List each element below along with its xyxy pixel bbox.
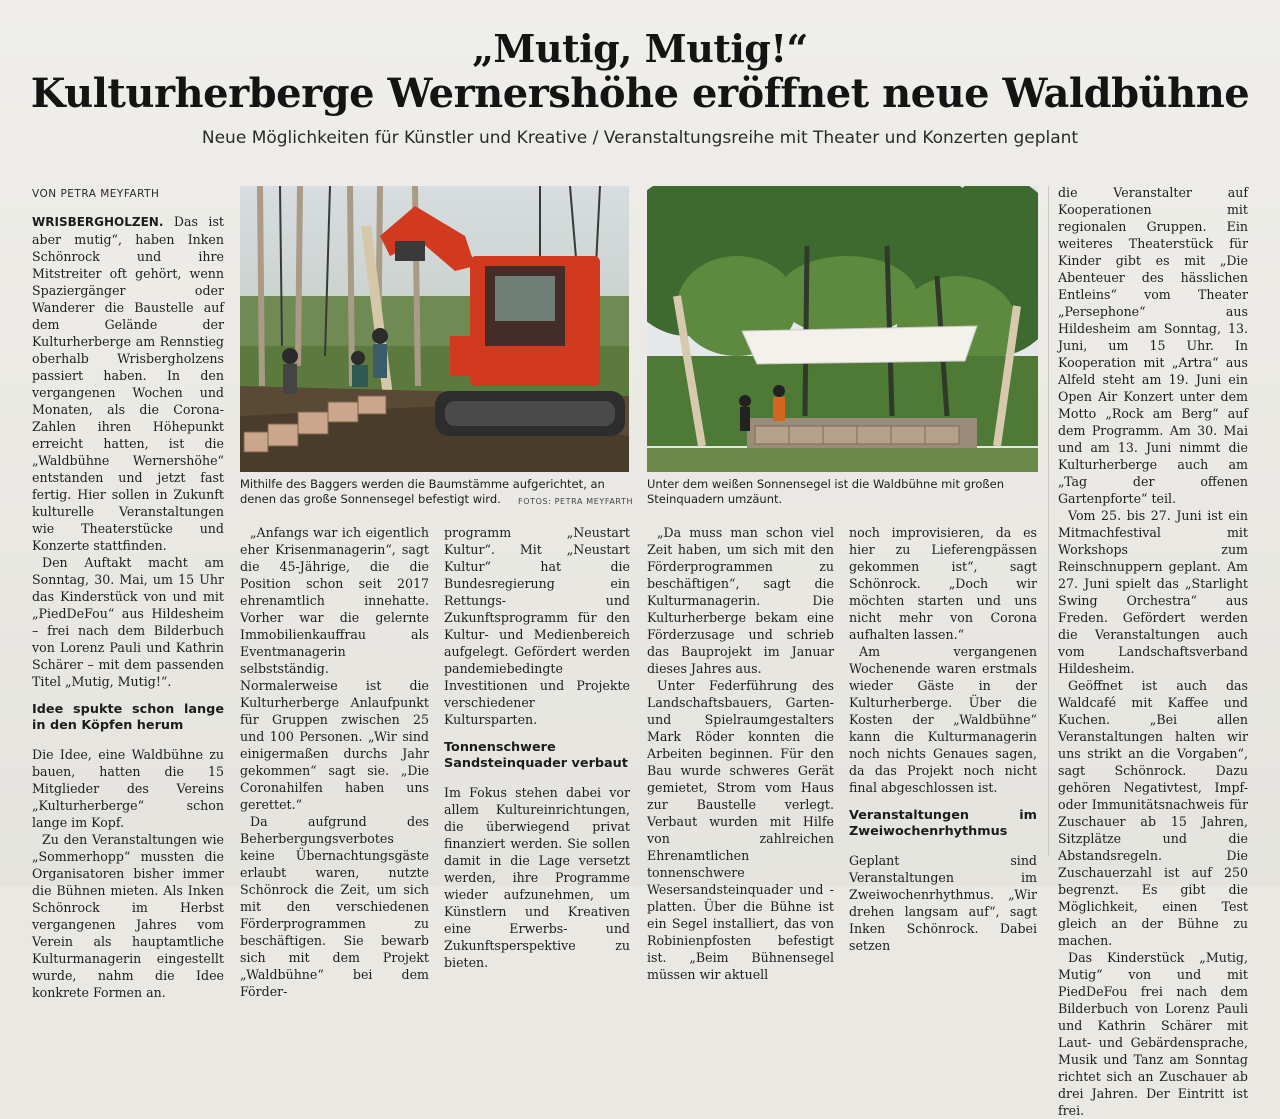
photo-caption-left: Mithilfe des Baggers werden die Baumstämme aufgerichtet, an denen das große Sonnensegel befestigt wird. bbox=[240, 477, 605, 506]
paragraph: „Da muss man schon viel Zeit haben, um sich mit den Förderprogrammen zu beschäftigen“, sagt die Kulturmanagerin. Die Kulturherberge bekam eine Förderzusage und schrieb das Bauprojekt im Januar dieses Jahres aus. bbox=[647, 525, 834, 676]
article-column-5 bbox=[849, 524, 1037, 954]
column-divider bbox=[1048, 186, 1049, 856]
paragraph: Geplant sind Veranstaltungen im Zweiwochenrhythmus. „Wir drehen langsam auf“, sagt Inken Schönrock. Dabei setzen bbox=[849, 853, 1037, 953]
subheading: Tonnenschwere Sandsteinquader verbaut bbox=[444, 740, 628, 771]
photo-excavator bbox=[240, 186, 629, 472]
subheading: Idee spukte schon lange in den Köpfen herum bbox=[32, 702, 224, 733]
paragraph: programm „Neustart Kultur“. Mit „Neustart Kultur“ hat die Bundesregierung ein Rettungs- und Zukunftsprogramm für den Kultur- und Medienbereich aufgelegt. Gefördert werden pandemiebedingte Investitionen und Projekte verschiedener Kultursparten. bbox=[444, 525, 630, 727]
photo-caption-right: Unter dem weißen Sonnensegel ist die Waldbühne mit großen Steinquadern umzäunt. bbox=[647, 477, 1005, 506]
paragraph: Das Kinderstück „Mutig, Mutig“ von und mit PiedDeFou frei nach dem Bilderbuch von Lorenz Pauli und Kathrin Schärer mit Laut- und Gebärdensprache, Musik und Tanz am Sonntag richtet sich an Zuschauer ab drei Jahren. Der Eintritt ist frei. bbox=[1058, 950, 1248, 1118]
paragraph: Unter Federführung des Landschaftsbauers, Garten- und Spielraumgestalters Mark Röder konnten die Arbeiten beginnen. Für den Bau wurde schweres Gerät gemietet, Strom vom Haus zur Baustelle verlegt. Verbaut wurden mit Hilfe von zahlreichen Ehrenamtlichen tonnenschwere Wesersandsteinquader und -platten. Über die Bühne ist ein Segel installiert, das von Robinienpfosten befestigt ist. „Beim Bühnensegel müssen wir aktuell bbox=[647, 678, 834, 982]
paragraph: Zu den Veranstaltungen wie „Sommerhopp“ mussten die Organisatoren bisher immer die Bühnen mieten. Als Inken Schönrock im Herbst vergangenen Jahres vom Verein als hauptamtliche Kulturmanagerin eingestellt wurde, nahm die Idee konkrete Formen an. bbox=[32, 832, 224, 1000]
dateline: WRISBERGHOLZEN. bbox=[32, 215, 164, 229]
paragraph: Den Auftakt macht am Sonntag, 30. Mai, um 15 Uhr das Kinderstück von und mit „PiedDeFou“ aus Hildesheim – frei nach dem Bilderbuch von Lorenz Pauli und Kathrin Schärer – mit dem passenden Titel „Mutig, Mutig!“. bbox=[32, 555, 224, 689]
paragraph: Im Fokus stehen dabei vor allem Kultureinrichtungen, die überwiegend privat finanziert werden. Sie sollen damit in die Lage versetzt werden, ihre Programme wieder aufzunehmen, um Künstlern und Kreativen eine Erwerbs- und Zukunftsperspektive zu bieten. bbox=[444, 785, 630, 970]
paragraph: Geöffnet ist auch das Waldcafé mit Kaffee und Kuchen. „Bei allen Veranstaltungen halten wir uns strikt an die Vorgaben“, sagt Schönrock. Dazu gehören Negativtest, Impf- oder Immunitätsnachweis für Zuschauer ab 15 Jahren, Sitzplätze und die Abstandsregeln. Die Zuschauerzahl ist auf 250 begrenzt. Es gibt die Möglichkeit, einen Test gleich an der Bühne zu machen. bbox=[1058, 678, 1248, 948]
article-column-1 bbox=[32, 186, 224, 1001]
byline: VON PETRA MEYFARTH bbox=[32, 188, 160, 200]
paragraph-text: Das ist aber mutig“, haben Inken Schönrock und ihre Mitstreiter oft gehört, wenn Spaziergänger oder Wanderer die Baustelle auf dem Gelände der Kulturherberge am Rennstieg oberhalb Wrisbergholzens passiert haben. In den vergangenen Wochen und Monaten, als die Corona-Zahlen ihren Höhepunkt erreicht hatten, ist die „Waldbühne Wernershöhe“ entstanden und jetzt fast fertig. Hier sollen in Zukunft kulturelle Veranstaltungen wie Theaterstücke und Konzerte stattfinden. bbox=[32, 214, 224, 553]
headline-main: Kulturherberge Wernershöhe eröffnet neue Waldbühne bbox=[30, 70, 1250, 117]
article-column-2 bbox=[240, 524, 429, 1000]
paragraph: „Anfangs war ich eigentlich eher Krisenmanagerin“, sagt die 45-Jährige, die die Position schon seit 2017 ehrenamtlich innehatte. Vorher war die gelernte Immobilienkauffrau als Eventmanagerin selbstständig. Normalerweise ist die Kulturherberge Anlaufpunkt für Gruppen zwischen 25 und 100 Personen. „Wir sind einigermaßen durchs Jahr gekommen“ sagt sie. „Die Coronahilfen haben uns gerettet.“ bbox=[240, 525, 429, 812]
headline-quote: „Mutig, Mutig!“ bbox=[472, 26, 808, 71]
article-column-4 bbox=[647, 524, 834, 983]
article-column-3 bbox=[444, 524, 630, 971]
paragraph: die Veranstalter auf Kooperationen mit regionalen Gruppen. Ein weiteres Theaterstück für Kinder gibt es mit „Die Abenteuer des hässlichen Entleins“ vom Theater „Persephone“ aus Hildesheim am Sonntag, 13. Juni, um 15 Uhr. In Kooperation mit „Artra“ aus Alfeld steht am 19. Juni ein Open Air Konzert unter dem Motto „Rock am Berg“ auf dem Programm. Am 30. Mai und am 13. Juni nimmt die Kulturherberge auch am „Tag der offenen Gartenpforte“ teil. bbox=[1058, 185, 1248, 506]
paragraph: noch improvisieren, da es hier zu Lieferengpässen gekommen ist“, sagt Schönrock. „Doch wir möchten starten und uns nicht mehr von Corona aufhalten lassen.“ bbox=[849, 525, 1037, 642]
paragraph: Die Idee, eine Waldbühne zu bauen, hatten die 15 Mitglieder des Vereins „Kulturherberge“ schon lange im Kopf. bbox=[32, 747, 224, 830]
subheading: Veranstaltungen im Zweiwochenrhythmus bbox=[849, 808, 1037, 839]
paragraph: Am vergangenen Wochenende waren erstmals wieder Gäste in der Kulturherberge. Über die Kosten der „Waldbühne“ kann die Kulturmanagerin noch nichts Genaues sagen, da das Projekt noch nicht final abgeschlossen ist. bbox=[849, 644, 1037, 795]
article-column-6 bbox=[1058, 184, 1248, 1119]
paragraph: Da aufgrund des Beherbergungsverbotes keine Übernachtungsgäste erlaubt waren, nutzte Schönrock die Zeit, um sich mit den verschiedenen Förderprogrammen zu beschäftigen. Sie bewarb sich mit dem Projekt „Waldbühne“ bei dem Förder- bbox=[240, 814, 429, 999]
paragraph: Vom 25. bis 27. Juni ist ein Mitmachfestival mit Workshops zum Reinschnuppern geplant. Am 27. Juni spielt das „Starlight Swing Orchestra“ aus Freden. Gefördert werden die Veranstaltungen auch vom Landschaftsverband Hildesheim. bbox=[1058, 508, 1248, 676]
headline-subline: Neue Möglichkeiten für Künstler und Kreative / Veranstaltungsreihe mit Theater und Konzerten geplant bbox=[201, 128, 1079, 148]
stage-photo-illustration bbox=[647, 186, 1038, 472]
photo-waldbuehne bbox=[647, 186, 1038, 472]
photo-credit: FOTOS: PETRA MEYFARTH bbox=[518, 497, 634, 506]
excavator-photo-illustration bbox=[240, 186, 629, 472]
paragraph bbox=[32, 213, 224, 554]
